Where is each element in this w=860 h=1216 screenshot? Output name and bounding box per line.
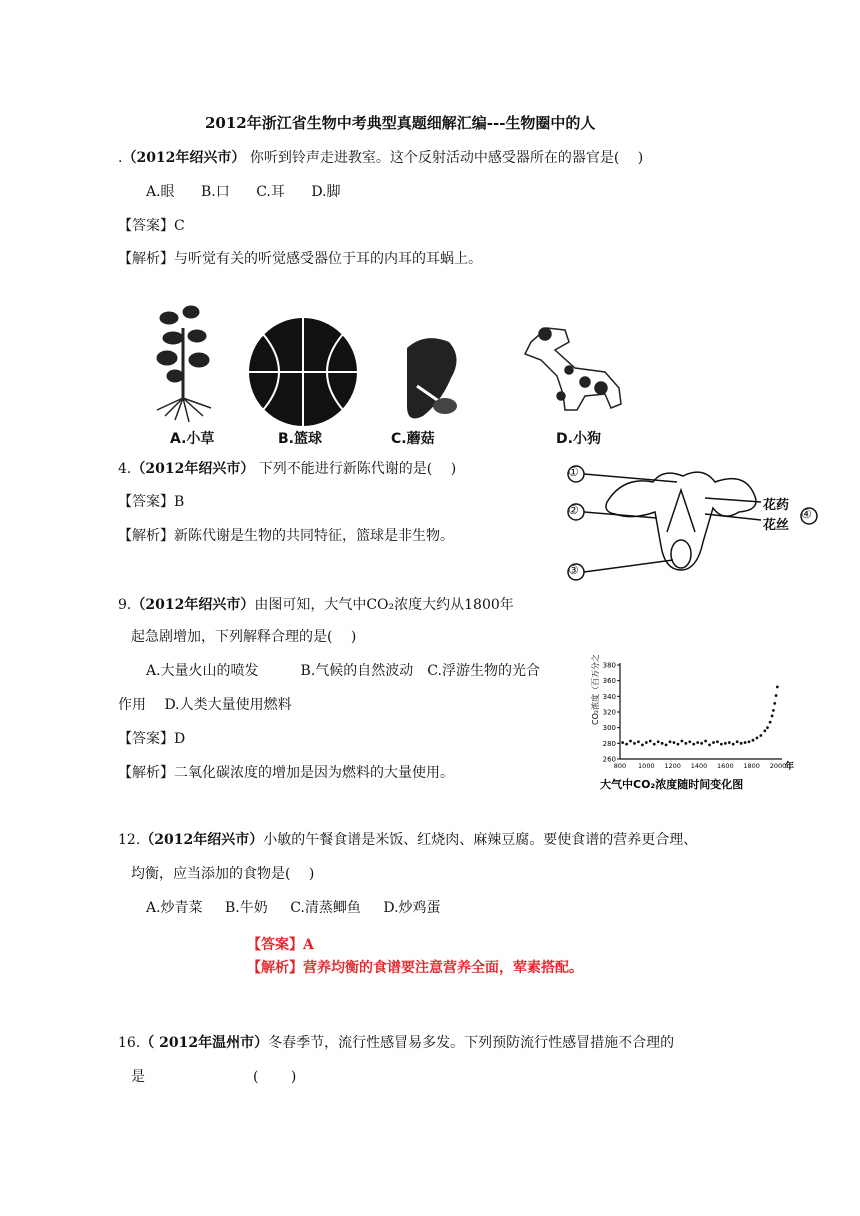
chart-axes bbox=[620, 663, 782, 759]
caption-mushroom: C.蘑菇 bbox=[391, 431, 435, 447]
question-stem: 冬春季节，流行性感冒易多发。下列预防流行性感冒措施不合理的 bbox=[268, 1035, 675, 1051]
data-point bbox=[696, 741, 699, 744]
chart-title: 大气中CO₂浓度随时间变化图 bbox=[600, 778, 744, 791]
mushroom-image bbox=[407, 338, 457, 418]
dog-image bbox=[525, 328, 621, 410]
question-12-stem-cont: 均衡，应当添加的食物是( ) bbox=[131, 866, 315, 882]
data-point bbox=[724, 742, 727, 745]
data-point bbox=[756, 736, 759, 739]
question-4 bbox=[118, 458, 456, 478]
question-number: 9. bbox=[118, 597, 132, 613]
flower-diagram bbox=[563, 462, 833, 582]
data-point bbox=[716, 740, 719, 743]
marker-4: ④ bbox=[801, 507, 812, 521]
data-point bbox=[657, 740, 660, 743]
data-points bbox=[621, 686, 779, 747]
y-tick-label: 320 bbox=[602, 708, 616, 717]
answer: 【答案】C bbox=[118, 218, 185, 234]
option-b: B.牛奶 bbox=[225, 900, 268, 916]
question-9-options: A.大量火山的喷发 B.气候的自然波动 C.浮游生物的光合 bbox=[146, 663, 540, 679]
x-tick-label: 1800 bbox=[743, 762, 760, 770]
basketball-image bbox=[249, 318, 357, 426]
x-tick-label: 1600 bbox=[717, 762, 734, 770]
option-a: A.炒青菜 bbox=[146, 900, 203, 916]
grass-plant-image bbox=[157, 306, 211, 422]
data-point bbox=[748, 740, 751, 743]
y-tick-label: 300 bbox=[602, 724, 616, 733]
data-point bbox=[665, 744, 668, 747]
analysis-red: 【解析】营养均衡的食谱要注意营养全面，荤素搭配。 bbox=[247, 960, 583, 976]
option-d: D.脚 bbox=[311, 184, 341, 200]
data-point bbox=[680, 740, 683, 743]
marker-3: ③ bbox=[568, 563, 579, 577]
data-point bbox=[776, 686, 779, 689]
x-tick-label: 1200 bbox=[664, 762, 681, 770]
co2-chart bbox=[588, 655, 803, 795]
question-number: 16. bbox=[118, 1035, 141, 1051]
question-stem: 下列不能进行新陈代谢的是( ) bbox=[254, 461, 457, 477]
question-1-options bbox=[146, 181, 341, 201]
x-tick-label: 800 bbox=[613, 762, 627, 770]
data-point bbox=[740, 742, 743, 745]
data-point bbox=[771, 715, 774, 718]
caption-basketball: B.篮球 bbox=[278, 431, 322, 447]
data-point bbox=[641, 744, 644, 747]
option-c: C.清蒸鲫鱼 bbox=[290, 900, 361, 916]
question-number: . bbox=[118, 150, 123, 166]
data-point bbox=[775, 694, 778, 697]
answer: 【答案】B bbox=[118, 494, 185, 510]
data-point bbox=[661, 742, 664, 745]
question-source: （2012年绍兴市） bbox=[131, 597, 255, 613]
caption-dog: D.小狗 bbox=[556, 431, 601, 447]
page-title: 2012年浙江省生物中考典型真题细解汇编---生物圈中的人 bbox=[205, 114, 596, 132]
data-point bbox=[712, 741, 715, 744]
analysis: 【解析】二氧化碳浓度的增加是因为燃料的大量使用。 bbox=[118, 765, 454, 781]
question-9-stem-cont: 起急剧增加，下列解释合理的是( ) bbox=[131, 629, 357, 645]
question-number: 4. bbox=[118, 461, 132, 477]
data-point bbox=[645, 741, 648, 744]
data-point bbox=[736, 740, 739, 743]
data-point bbox=[704, 740, 707, 743]
question-stem-end: 是 bbox=[131, 1069, 145, 1085]
data-point bbox=[728, 741, 731, 744]
question-9 bbox=[118, 594, 514, 614]
data-point bbox=[637, 740, 640, 743]
question-12 bbox=[118, 829, 697, 849]
data-point bbox=[772, 709, 775, 712]
co2-chart-plot bbox=[588, 655, 803, 795]
answer-red: 【答案】A bbox=[247, 937, 314, 953]
y-tick-label: 260 bbox=[602, 755, 616, 764]
data-point bbox=[769, 721, 772, 724]
option-a: A.眼 bbox=[146, 184, 175, 200]
data-point bbox=[688, 740, 691, 743]
y-ticks bbox=[603, 662, 620, 764]
label-filament: 花丝 bbox=[763, 518, 790, 533]
x-ticks bbox=[614, 762, 786, 770]
question-stem: 由图可知，大气中CO₂浓度大约从1800年 bbox=[254, 597, 514, 613]
y-tick-label: 360 bbox=[602, 677, 616, 686]
flower-figure bbox=[563, 462, 833, 582]
option-b: B.口 bbox=[201, 184, 230, 200]
data-point bbox=[629, 740, 632, 743]
data-point bbox=[759, 734, 762, 737]
data-point bbox=[708, 744, 711, 747]
data-point bbox=[732, 743, 735, 746]
question-source: （2012年绍兴市） bbox=[122, 150, 246, 166]
y-tick-label: 280 bbox=[602, 739, 616, 748]
x-tick-label: 1400 bbox=[690, 762, 708, 770]
x-axis-label: 年 bbox=[785, 762, 795, 772]
y-tick-label: 340 bbox=[602, 692, 616, 701]
data-point bbox=[744, 741, 747, 744]
question-1 bbox=[118, 147, 643, 167]
data-point bbox=[692, 743, 695, 746]
question-16 bbox=[118, 1032, 674, 1052]
data-point bbox=[669, 740, 672, 743]
question-9-options-cont: 作用 D.人类大量使用燃料 bbox=[118, 697, 292, 713]
data-point bbox=[766, 726, 769, 729]
data-point bbox=[684, 742, 687, 745]
data-point bbox=[752, 739, 755, 742]
data-point bbox=[720, 743, 723, 746]
question-12-options bbox=[146, 897, 441, 917]
option-d: D.炒鸡蛋 bbox=[383, 900, 441, 916]
question-source: （2012年绍兴市） bbox=[140, 832, 264, 848]
question-number: 12. bbox=[118, 832, 141, 848]
data-point bbox=[677, 743, 680, 746]
caption-grass: A.小草 bbox=[170, 431, 215, 447]
marker-1: ① bbox=[568, 465, 579, 479]
data-point bbox=[621, 741, 624, 744]
question-stem: 小敏的午餐食谱是米饭、红烧肉、麻辣豆腐。要使食谱的营养更合理、 bbox=[263, 832, 698, 848]
data-point bbox=[625, 743, 628, 746]
data-point bbox=[649, 740, 652, 743]
x-tick-label: 1000 bbox=[638, 762, 655, 770]
question-16-stem-cont bbox=[131, 1066, 296, 1086]
question-source: （2012年绍兴市） bbox=[131, 461, 255, 477]
analysis: 【解析】新陈代谢是生物的共同特征，篮球是非生物。 bbox=[118, 528, 454, 544]
answer-blank: ( ) bbox=[253, 1069, 297, 1085]
analysis: 【解析】与听觉有关的听觉感受器位于耳的内耳的耳蜗上。 bbox=[118, 251, 482, 267]
x-tick-label: 2000 bbox=[769, 762, 787, 770]
data-point bbox=[633, 742, 636, 745]
data-point bbox=[673, 741, 676, 744]
label-anther: 花药 bbox=[763, 498, 790, 513]
data-point bbox=[763, 729, 766, 732]
option-c: C.耳 bbox=[256, 184, 285, 200]
data-point bbox=[773, 702, 776, 705]
question-source: （ 2012年温州市） bbox=[140, 1035, 269, 1051]
data-point bbox=[700, 742, 703, 745]
marker-2: ② bbox=[568, 503, 579, 517]
y-axis-label: CO₂浓度（百万分之一） bbox=[591, 655, 600, 725]
data-point bbox=[653, 743, 656, 746]
answer: 【答案】D bbox=[118, 731, 186, 747]
question-stem: 你听到铃声走进教室。这个反射活动中感受器所在的器官是( ) bbox=[245, 150, 644, 166]
y-tick-label: 380 bbox=[602, 661, 616, 670]
